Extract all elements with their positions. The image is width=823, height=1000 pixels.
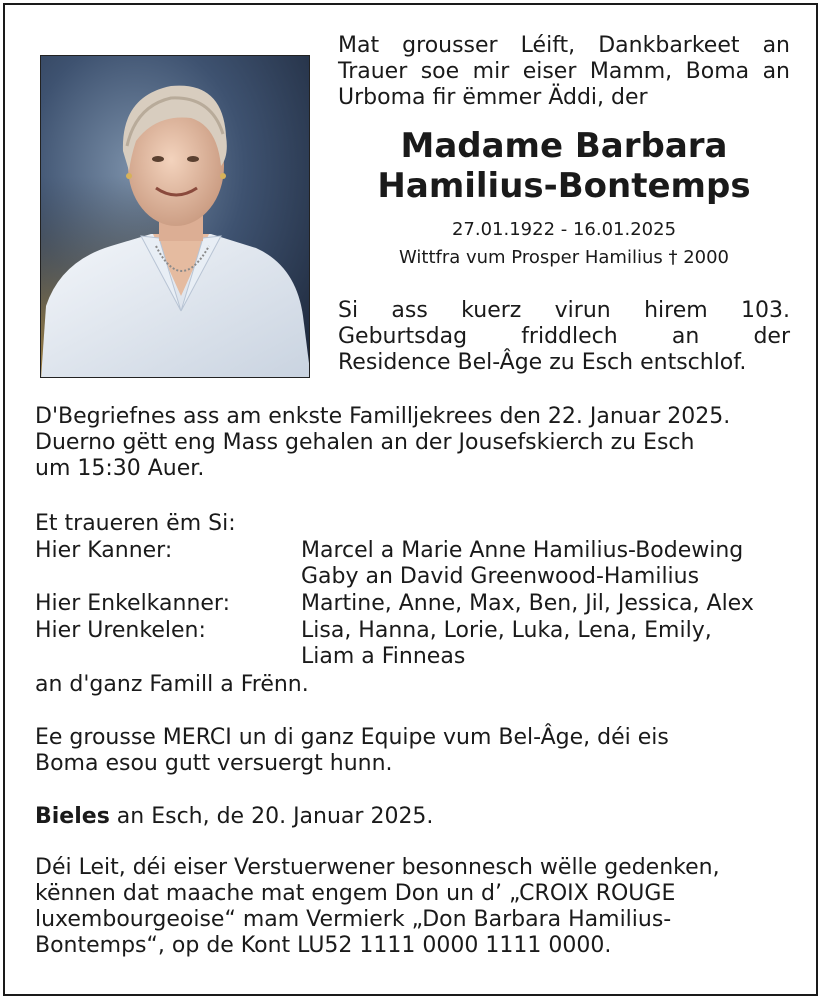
burial-info (35, 404, 795, 482)
passing-line: Residence Bel-Âge zu Esch entschlof. (338, 350, 747, 375)
widow-note: Wittfra vum Prosper Hamilius † 2000 (398, 247, 730, 268)
children-line: Marcel a Marie Anne Hamilius-Bodewing (301, 538, 744, 563)
intro-line: Urboma fir ëmmer Äddi, der (338, 85, 648, 110)
thanks-text (35, 725, 795, 777)
deceased-name (338, 126, 790, 206)
place-rest: an Esch, de 20. Januar 2025. (109, 804, 434, 829)
burial-line: um 15:30 Auer. (35, 456, 205, 481)
great-grandchildren-label: Hier Urenkelen: (35, 618, 206, 643)
passing-line: Geburtsdag friddlech an der (338, 324, 790, 349)
donation-line: Bontemps“, op de Kont LU52 1111 0000 1111 0000. (35, 933, 612, 958)
donation-line: luxembourgeoise“ mam Vermierk „Don Barbara Hamilius- (35, 907, 672, 932)
grandchildren-names: Martine, Anne, Max, Ben, Jil, Jessica, Alex (301, 591, 754, 616)
intro-line: Mat grousser Léift, Dankbarkeet an (338, 33, 790, 58)
name-line-1: Madame Barbara (400, 126, 728, 166)
burial-line: Duerno gëtt eng Mass gehalen an der Jousefskierch zu Esch (35, 430, 695, 455)
children-label: Hier Kanner: (35, 538, 173, 563)
grandchildren-label: Hier Enkelkanner: (35, 591, 231, 616)
life-dates-block (338, 216, 790, 272)
portrait-photo (40, 55, 310, 378)
burial-line: D'Begriefnes ass am enkste Familljekrees den 22. Januar 2025. (35, 404, 731, 429)
intro-line: Trauer soe mir eiser Mamm, Boma an (338, 59, 790, 84)
donation-line: kënnen dat maache mat engem Don un d’ „CROIX ROUGE (35, 881, 676, 906)
thanks-line: Boma esou gutt versuergt hunn. (35, 751, 393, 776)
passing-text (338, 298, 790, 376)
great-grandchildren-line: Lisa, Hanna, Lorie, Luka, Lena, Emily, (301, 618, 712, 643)
intro-text (338, 33, 790, 111)
mourners-intro: Et traueren ëm Si: (35, 511, 236, 536)
family-friends: an d'ganz Famill a Frënn. (35, 672, 309, 697)
passing-line: Si ass kuerz virun hirem 103. (338, 298, 790, 323)
thanks-line: Ee grousse MERCI un di ganz Equipe vum Bel-Âge, déi eis (35, 725, 669, 750)
place-bold: Bieles (35, 804, 110, 829)
name-line-2: Hamilius-Bontemps (377, 166, 751, 206)
great-grandchildren-line: Liam a Finneas (301, 644, 466, 669)
life-dates: 27.01.1922 - 16.01.2025 (451, 219, 677, 240)
donation-line: Déi Leit, déi eiser Verstuerwener besonnesch wëlle gedenken, (35, 855, 720, 880)
donation-text (35, 855, 795, 959)
place-date (35, 804, 433, 830)
children-line: Gaby an David Greenwood-Hamilius (301, 564, 700, 589)
